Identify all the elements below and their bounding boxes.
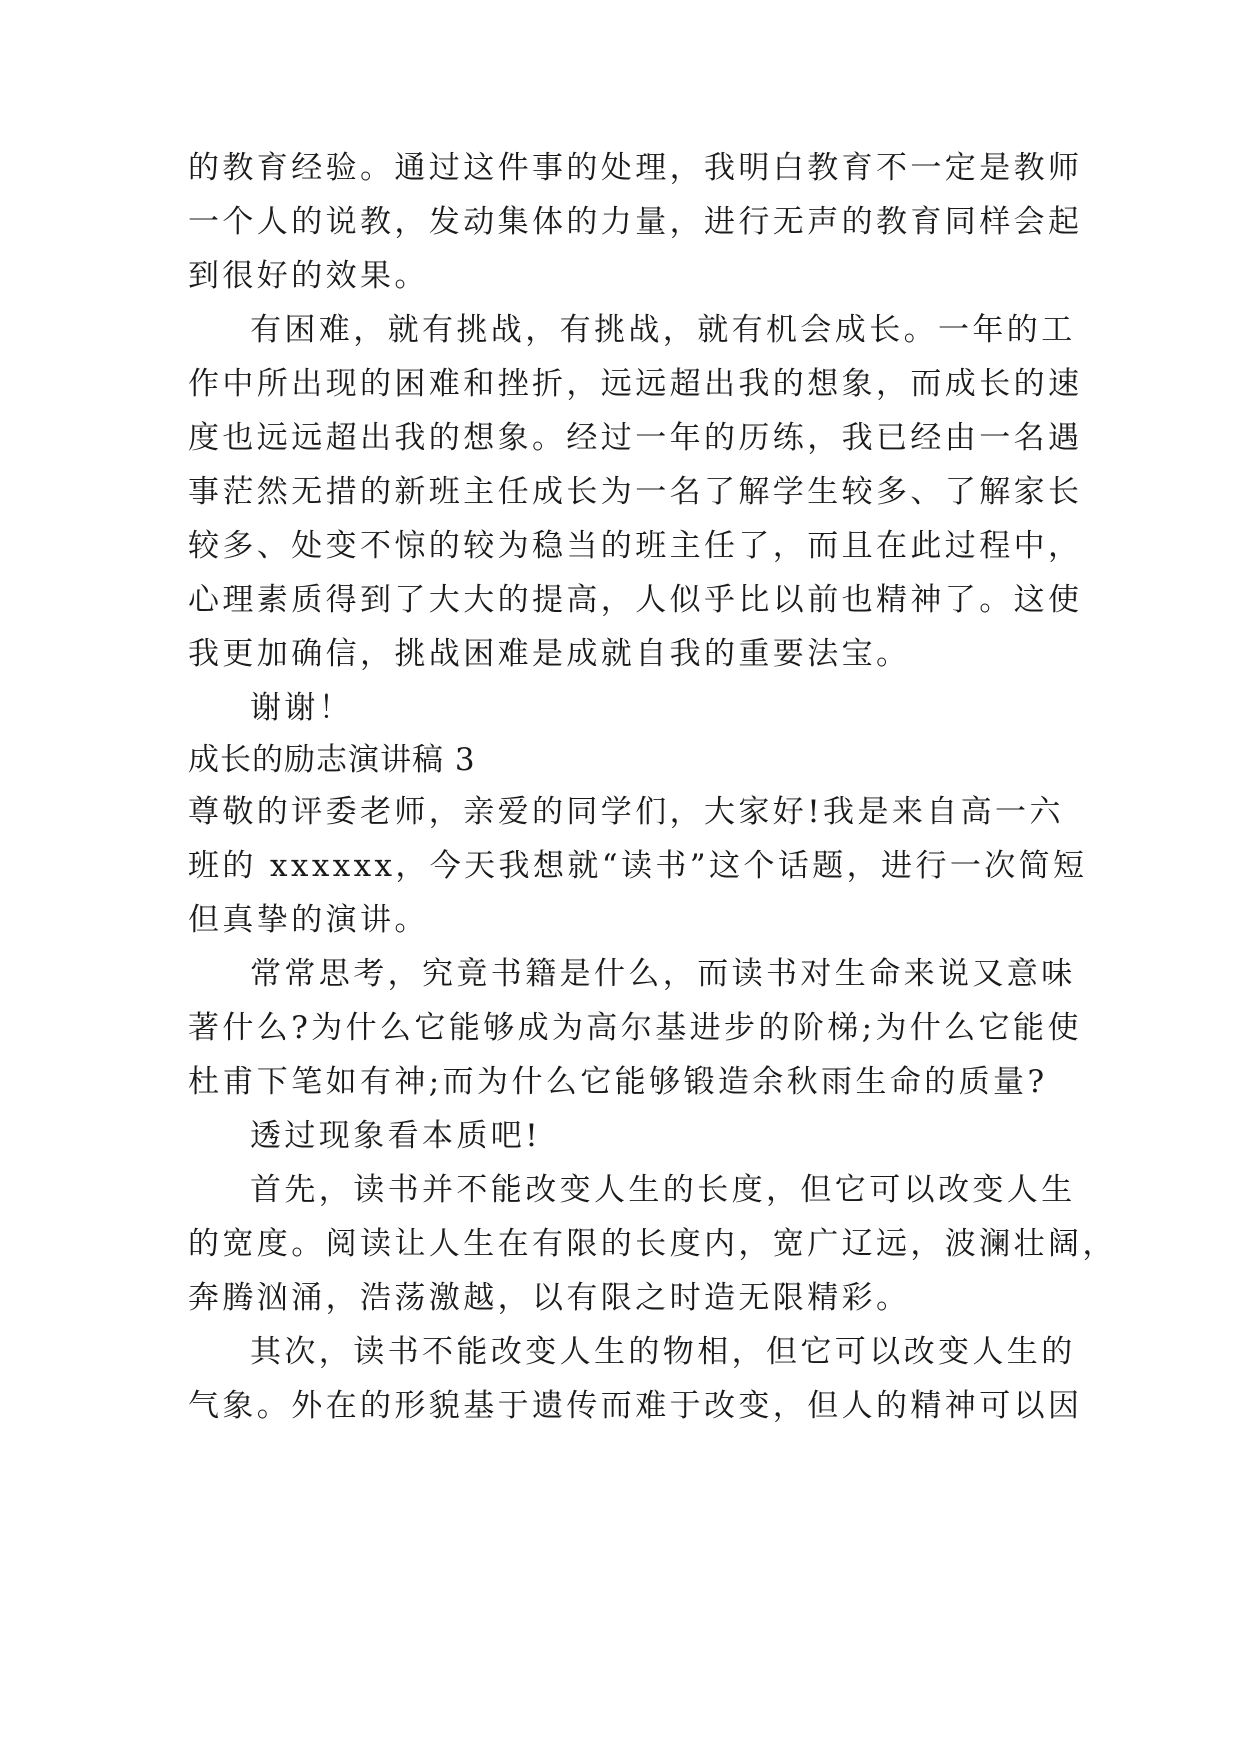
paragraph-line: 的教育经验。通过这件事的处理，我明白教育不一定是教师 (188, 150, 1083, 186)
paragraph-line: 作中所出现的困难和挫折，远远超出我的想象，而成长的速 (188, 366, 1083, 402)
paragraph-line: 首先，读书并不能改变人生的长度，但它可以改变人生 (250, 1172, 1076, 1208)
paragraph-line: 我更加确信，挑战困难是成就自我的重要法宝。 (188, 636, 911, 672)
closing-line: 谢谢！ (250, 690, 354, 726)
paragraph-line: 但真挚的演讲。 (188, 902, 429, 938)
paragraph-line: 到很好的效果。 (188, 258, 429, 294)
paragraph-line: 杜甫下笔如有神;而为什么它能够锻造余秋雨生命的质量? (188, 1064, 1048, 1100)
paragraph-line: 班的 xxxxxx，今天我想就“读书”这个话题，进行一次简短 (188, 848, 1088, 884)
paragraph-line: 事茫然无措的新班主任成长为一名了解学生较多、了解家长 (188, 474, 1083, 510)
paragraph-line: 较多、处变不惊的较为稳当的班主任了，而且在此过程中， (188, 528, 1083, 564)
paragraph-line: 透过现象看本质吧! (250, 1118, 542, 1154)
paragraph-line: 尊敬的评委老师，亲爱的同学们，大家好!我是来自高一六 (188, 794, 1064, 830)
paragraph-line: 常常思考，究竟书籍是什么，而读书对生命来说又意味 (250, 956, 1076, 992)
paragraph-line: 有困难，就有挑战，有挑战，就有机会成长。一年的工 (250, 312, 1076, 348)
paragraph-line: 奔腾汹涌，浩荡激越，以有限之时造无限精彩。 (188, 1280, 911, 1316)
paragraph-line: 度也远远超出我的想象。经过一年的历练，我已经由一名遇 (188, 420, 1083, 456)
section-title: 成长的励志演讲稿 3 (188, 742, 476, 778)
paragraph-line: 心理素质得到了大大的提高，人似乎比以前也精神了。这使 (188, 582, 1083, 618)
paragraph-line: 著什么?为什么它能够成为高尔基进步的阶梯;为什么它能使 (188, 1010, 1082, 1046)
paragraph-line: 的宽度。阅读让人生在有限的长度内，宽广辽远，波澜壮阔， (188, 1226, 1117, 1262)
paragraph-line: 气象。外在的形貌基于遗传而难于改变，但人的精神可以因 (188, 1388, 1083, 1424)
paragraph-line: 一个人的说教，发动集体的力量，进行无声的教育同样会起 (188, 204, 1083, 240)
paragraph-line: 其次，读书不能改变人生的物相，但它可以改变人生的 (250, 1334, 1076, 1370)
